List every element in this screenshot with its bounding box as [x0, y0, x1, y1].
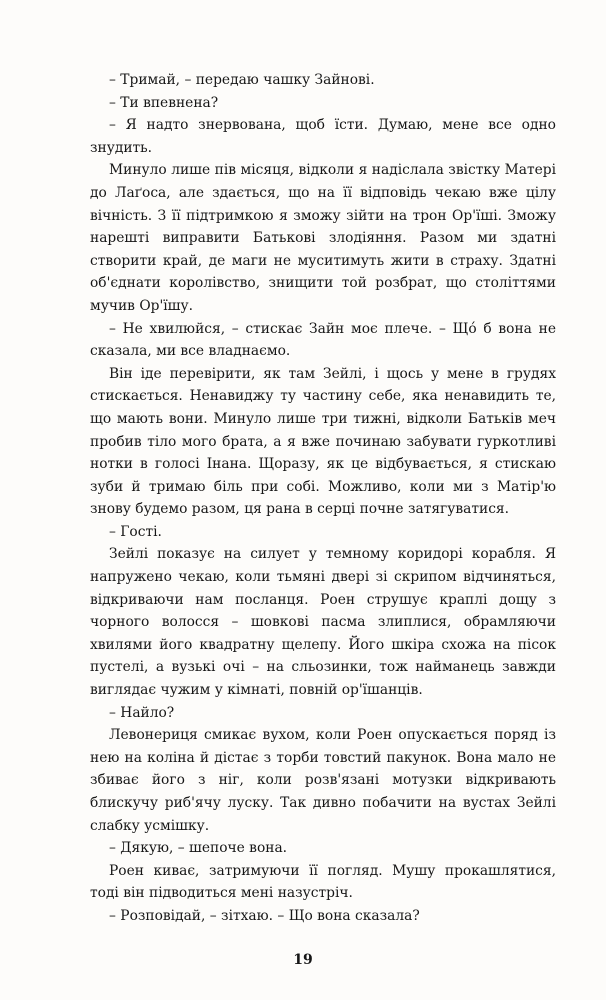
paragraph: Він іде перевірити, як там Зейлі, і щось у мене в грудях стискається. Ненавиджу ту частину себе, яка ненавидить те, що мають вони. Минуло лише три тижні, відколи Батьків меч пробив тіло мого брата, а я вже починаю забувати гуркотливі нотки в голосі Інана. Щоразу, як це відбувається, я стискаю зуби й тримаю біль при собі. Можливо, коли ми з Матір'ю знову будемо разом, ця рана в серці почне затягуватися.	[90, 365, 556, 518]
paragraph: – Ти впевнена?	[109, 94, 219, 111]
paragraph: – Гості.	[109, 523, 162, 540]
paragraph: – Розповідай, – зітхаю. – Що вона сказала?	[109, 907, 420, 924]
paragraph: Минуло лише пів місяця, відколи я надіслала звістку Матері до Лаґоса, але здається, що на її відповідь чекаю вже цілу вічність. З її підтримкою я зможу зійти на трон Ор'їші. Зможу нарешті виправити Батькові злодіяння. Разом ми здатні створити край, де маги не муситимуть жити в страху. Здатні об'єднати королівство, знищити той розбрат, що століттями мучив Ор'їшу.	[90, 162, 556, 314]
paragraph: Роен киває, затримуючи її погляд. Мушу прокашлятися, тоді він підводиться мені назустріч.	[90, 862, 556, 902]
paragraph: – Дякую, – шепоче вона.	[109, 840, 288, 857]
paragraph: – Я надто знервована, щоб їсти. Думаю, мене все одно знудить.	[90, 117, 556, 156]
paragraph: – Тримай, – передаю чашку Зайнові.	[109, 72, 375, 88]
paragraph: – Найло?	[109, 704, 175, 721]
page-number: 19	[293, 952, 313, 968]
paragraph: Зейлі показує на силует у темному коридорі корабля. Я напружено чекаю, коли тьмяні двері зі скрипом відчиняться, відкриваючи нам посланця. Роен струшує краплі дощу з чорного волосся – шовкові пасма злиплися, обрамляючи хвилями його квадратну щелепу. Його шкіра схожа на пісок пустелі, а вузькі очі – на сльозинки, тож найманець завжди виглядає чужим у кімнаті, повній ор'їшанців.	[90, 546, 556, 699]
page-body-text	[90, 69, 556, 928]
paragraph: – Не хвилюйся, – стискає Зайн моє плече. – Щó б вона не сказала, ми все владнаємо.	[90, 320, 556, 360]
paragraph: Левонериця смикає вухом, коли Роен опускається поряд із нею на коліна й дістає з торби товстий пакунок. Вона мало не збиває його з ніг, коли розв'язані мотузки відкривають блискучу риб'ячу луску. Так дивно побачити на вустах Зейлі слабку усмішку.	[90, 727, 556, 834]
